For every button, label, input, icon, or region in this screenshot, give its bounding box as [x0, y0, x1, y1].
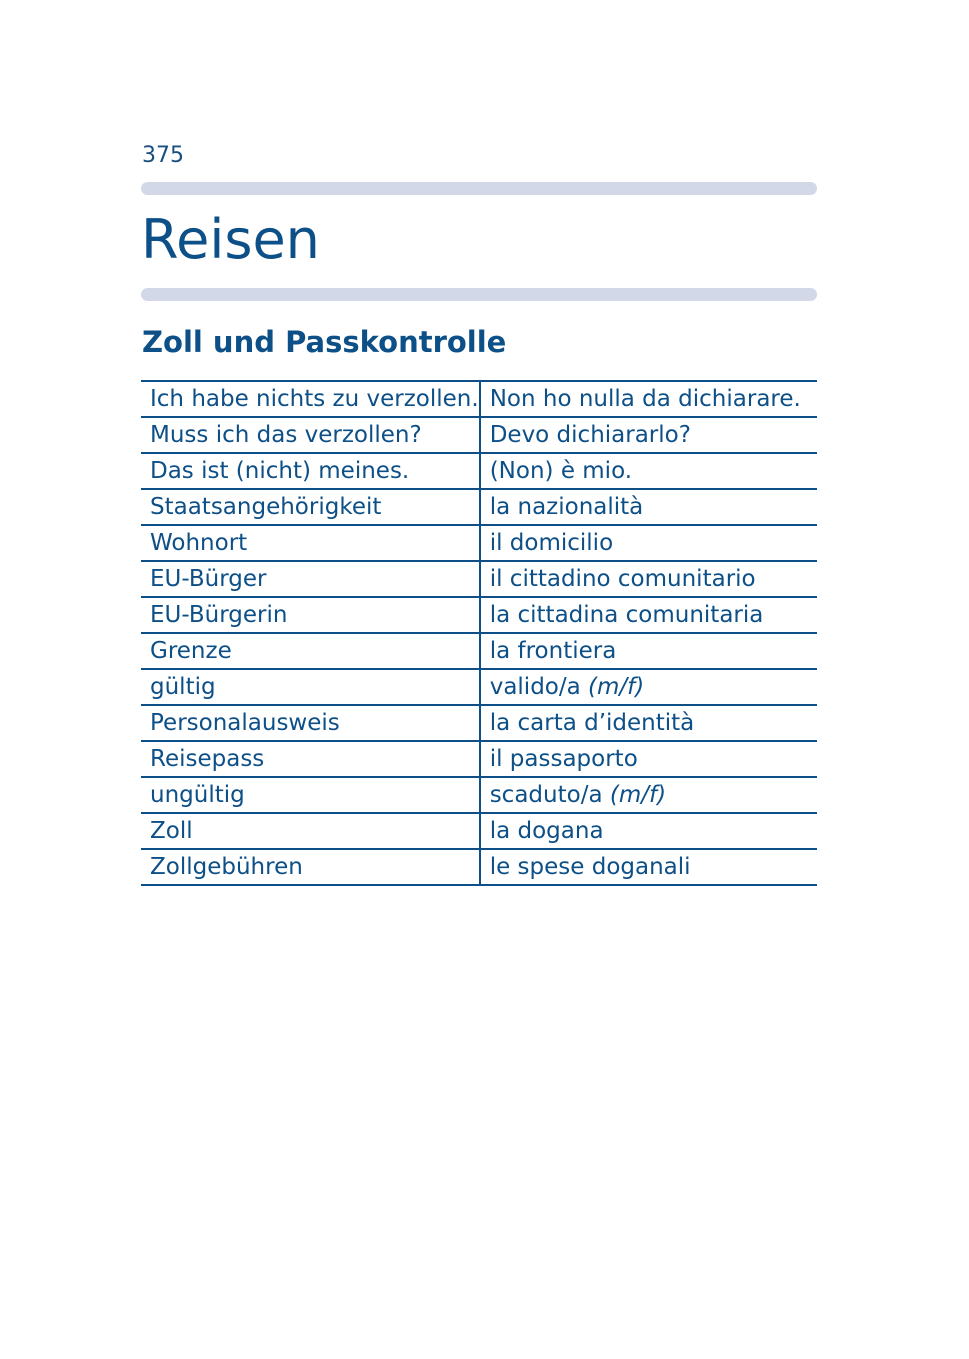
vocabulary-table [141, 380, 817, 886]
table-row [141, 453, 817, 489]
italian-term [480, 417, 817, 453]
table-row [141, 705, 817, 741]
chapter-title: Reisen [141, 208, 320, 271]
italian-term [480, 813, 817, 849]
italian-term-text: la cittadina comunitaria [489, 602, 764, 628]
table-row [141, 813, 817, 849]
italian-term [480, 741, 817, 777]
table-row [141, 777, 817, 813]
italian-term-text: Devo dichiararlo? [489, 422, 691, 448]
italian-term-text: scaduto/a [489, 782, 603, 808]
section-title: Zoll und Passkontrolle [142, 325, 507, 359]
german-term: gültig [141, 669, 480, 705]
italian-term [480, 381, 817, 417]
page-number: 375 [142, 143, 184, 168]
italian-term [480, 669, 817, 705]
italian-term [480, 561, 817, 597]
german-term: Muss ich das verzollen? [141, 417, 480, 453]
german-term: Grenze [141, 633, 480, 669]
italian-term-text: la dogana [489, 818, 604, 844]
table-row [141, 525, 817, 561]
table-row [141, 417, 817, 453]
bottom-rule [141, 288, 817, 301]
italian-term-text: la frontiera [489, 638, 617, 664]
gender-note: (m/f) [588, 674, 645, 700]
german-term: Ich habe nichts zu verzollen. [141, 381, 480, 417]
gender-note: (m/f) [609, 782, 667, 808]
german-term: ungültig [141, 777, 480, 813]
italian-term [480, 525, 817, 561]
italian-term [480, 633, 817, 669]
table-row [141, 381, 817, 417]
italian-term-text: la nazionalità [489, 494, 644, 520]
table-row [141, 849, 817, 885]
german-term: Staatsangehörigkeit [141, 489, 480, 525]
german-term: Das ist (nicht) meines. [141, 453, 480, 489]
italian-term-text: il domicilio [489, 530, 614, 556]
table-row [141, 741, 817, 777]
italian-term [480, 597, 817, 633]
german-term: Zoll [141, 813, 480, 849]
german-term: Wohnort [141, 525, 480, 561]
italian-term-text: (Non) è mio. [489, 458, 633, 484]
german-term: EU-Bürgerin [141, 597, 480, 633]
top-rule [141, 182, 817, 195]
table-row [141, 633, 817, 669]
italian-term-text: il cittadino comunitario [489, 566, 756, 592]
vocabulary-table-body [141, 381, 817, 885]
italian-term-text: Non ho nulla da dichiarare. [489, 386, 801, 412]
italian-term [480, 453, 817, 489]
italian-term [480, 705, 817, 741]
italian-term [480, 849, 817, 885]
italian-term-text: le spese doganali [489, 854, 691, 880]
italian-term-text: valido/a [489, 674, 581, 700]
italian-term [480, 489, 817, 525]
german-term: EU-Bürger [141, 561, 480, 597]
german-term: Zollgebühren [141, 849, 480, 885]
italian-term [480, 777, 817, 813]
german-term: Personalausweis [141, 705, 480, 741]
table-row [141, 561, 817, 597]
italian-term-text: la carta d’identità [489, 710, 695, 736]
table-row [141, 669, 817, 705]
italian-term-text: il passaporto [489, 746, 638, 772]
table-row [141, 597, 817, 633]
german-term: Reisepass [141, 741, 480, 777]
table-row [141, 489, 817, 525]
